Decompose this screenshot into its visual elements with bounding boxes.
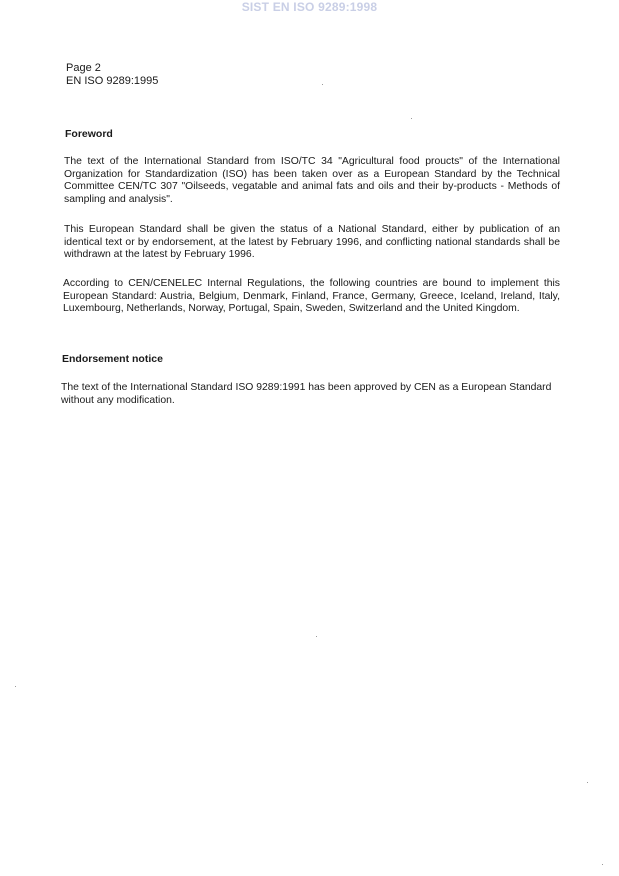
scan-speck — [602, 864, 603, 865]
page-header — [66, 62, 158, 88]
endorsement-heading: Endorsement notice — [62, 353, 163, 365]
page-number: Page 2 — [66, 62, 101, 74]
endorsement-paragraph: The text of the International Standard ISO 9289:1991 has been approved by CEN as a European Standard without any modification. — [61, 382, 552, 406]
foreword-paragraph-2: This European Standard shall be given the status of a National Standard, either by publication of an identical text or by endorsement, at the latest by February 1996, and conflicting national standards shall be withdrawn at the latest by February 1996. — [64, 224, 560, 261]
foreword-paragraph-3: According to CEN/CENELEC Internal Regulations, the following countries are bound to implement this European Standard: Austria, Belgium, Denmark, Finland, France, Germany, Greece, Iceland, Ireland, Italy, Luxembourg, Netherlands, Norway, Portugal, Spain, Sweden, Switzerland and the United Kingdom. — [63, 278, 560, 315]
foreword-paragraph-1: The text of the International Standard from ISO/TC 34 "Agricultural food proucts" of the International Organization for Standardization (ISO) has been taken over as a European Standard by the Technical Committee CEN/TC 307 "Oilseeds, vegatable and animal fats and oils and their by-products - Methods of sampling and analysis". — [64, 156, 560, 205]
scan-speck — [316, 636, 317, 637]
scan-speck — [411, 118, 412, 119]
foreword-heading: Foreword — [65, 128, 113, 140]
standard-reference: EN ISO 9289:1995 — [66, 75, 159, 87]
watermark: SIST EN ISO 9289:1998 — [241, 0, 378, 14]
scan-speck — [587, 782, 588, 783]
scan-speck — [15, 686, 16, 687]
scan-speck — [322, 84, 323, 85]
